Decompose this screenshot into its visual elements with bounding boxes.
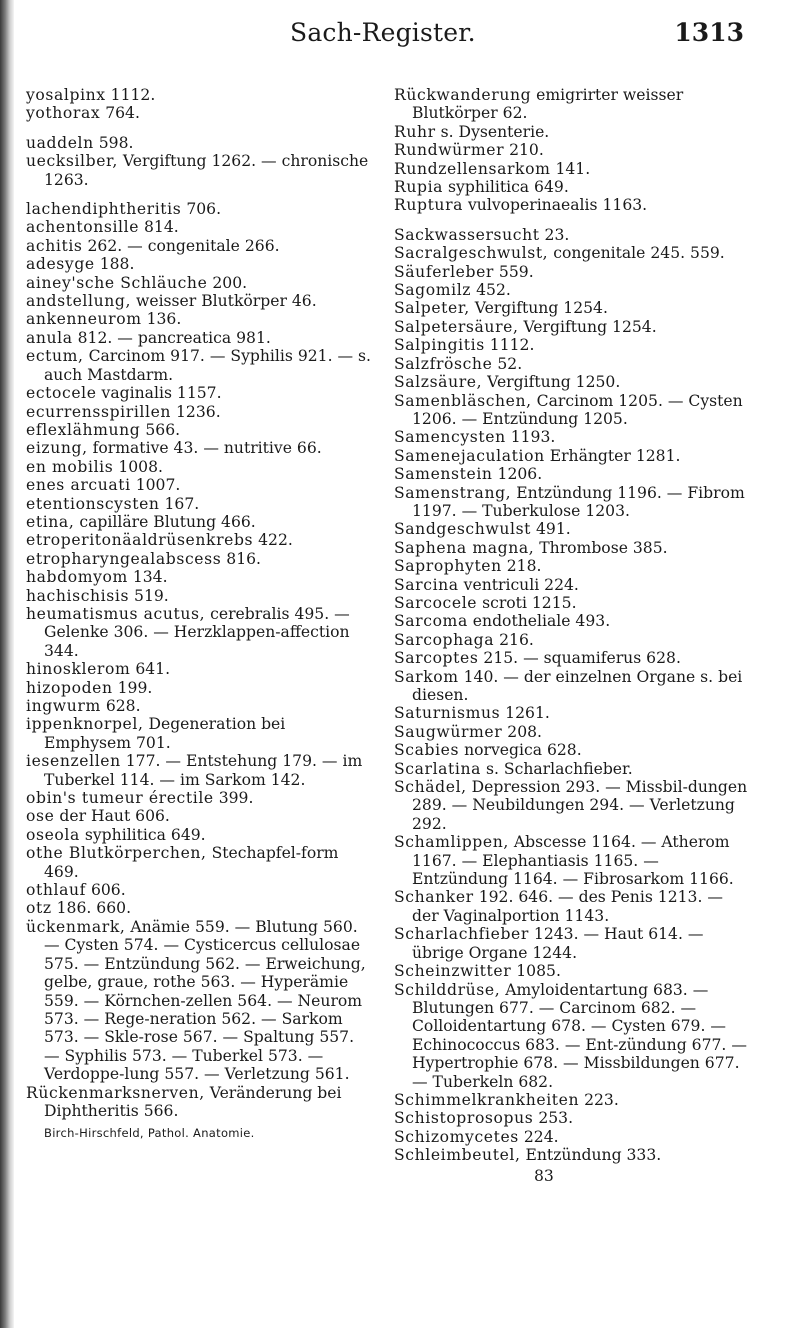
- index-entry: [26, 329, 372, 347]
- index-references: Amyloidentartung 683. — Blutungen 677. — Carcinom 682. — Colloidentartung 678. — Cysten 679. — Echinococcus 683. — Ent-zündung 677. — Hypertrophie 678. — Missbildungen 677. — Tuberkeln 682.: [412, 980, 747, 1091]
- index-term: Rückenmarksnerven,: [26, 1083, 205, 1102]
- index-entry: [394, 557, 750, 575]
- index-term: adesyge: [26, 255, 95, 274]
- index-references: syphilitica 649.: [443, 178, 569, 197]
- index-term: Schimmelkrankheiten: [394, 1090, 580, 1109]
- index-references: 422.: [253, 531, 293, 550]
- index-entry: [26, 899, 372, 917]
- index-entry: [394, 1146, 750, 1164]
- index-entry: [26, 403, 372, 421]
- index-references: 167.: [159, 494, 200, 513]
- index-references: Vergiftung 1254.: [469, 299, 608, 318]
- index-references: 134.: [127, 568, 168, 587]
- index-references: 199.: [112, 678, 153, 697]
- index-entry: [394, 318, 750, 336]
- index-term: ectum,: [26, 347, 84, 366]
- index-term: Schädel,: [394, 778, 467, 797]
- index-term: anula: [26, 328, 73, 347]
- index-entry: [394, 178, 750, 196]
- index-entry: [26, 679, 372, 697]
- index-term: Scarlatina: [394, 759, 482, 778]
- index-references: 216.: [494, 630, 534, 649]
- index-term: etentionscysten: [26, 494, 160, 513]
- index-references: 519.: [129, 586, 169, 605]
- index-term: Rundzellensarkom: [394, 159, 551, 178]
- index-term: andstellung,: [26, 292, 132, 311]
- index-references: 1261.: [500, 704, 550, 723]
- index-entry: [26, 807, 372, 825]
- index-references: syphilitica 649.: [79, 825, 206, 844]
- index-term: Saphena magna,: [394, 538, 535, 557]
- index-references: 1007.: [130, 476, 181, 495]
- index-references: 140. — der einzelnen Organe s. bei diesen.: [412, 667, 743, 704]
- index-entry: [26, 134, 372, 152]
- index-entry: [26, 531, 372, 549]
- index-entry: [394, 741, 750, 759]
- index-term: lachendiphtheritis: [26, 200, 182, 219]
- index-references: Anämie 559. — Blutung 560. — Cysten 574. — Cysticercus cellulosae 575. — Entzündung 562. — Erweichung, gelbe, graue, rothe 563. — Hyperämie 559. — Körnchen-zellen 564. — Neurom 573. — Rege-neration 562. — Sarkom 573. — Skle-rose 567. — Spaltung 557. — Syphilis 573. — Tuberkel 573. — Verdoppe-lung 557. — Verletzung 561.: [44, 917, 366, 1084]
- index-entry: [394, 612, 750, 630]
- index-entry: [26, 587, 372, 605]
- index-term: obin's tumeur érectile: [26, 789, 214, 808]
- index-entry: [26, 660, 372, 678]
- index-term: Sarcina: [394, 575, 459, 594]
- index-term: oseola: [26, 825, 80, 844]
- index-term: Samenstein: [394, 465, 493, 484]
- signature-mark: 83: [534, 1166, 554, 1185]
- index-references: 814.: [139, 218, 179, 237]
- index-references: Thrombose 385.: [534, 538, 668, 557]
- index-entry: [26, 697, 372, 715]
- index-entry: [394, 484, 750, 521]
- index-term: heumatismus acutus,: [26, 604, 206, 623]
- index-term: Ruptura: [394, 196, 464, 215]
- index-term: otz: [26, 899, 52, 918]
- index-entry: [394, 447, 750, 465]
- index-references: 598.: [93, 133, 134, 152]
- index-references: 706.: [181, 200, 222, 219]
- index-references: s. Scharlachfieber.: [481, 759, 633, 778]
- index-references: 188.: [94, 255, 135, 274]
- index-entry: [26, 495, 372, 513]
- index-term: othe Blutkörperchen,: [26, 844, 207, 863]
- index-term: Scheinzwitter: [394, 962, 512, 981]
- index-entry: [26, 476, 372, 494]
- index-entry: [26, 292, 372, 310]
- index-term: ankenneurom: [26, 310, 142, 329]
- index-entry: [26, 752, 372, 789]
- index-entry: [394, 704, 750, 722]
- index-references: capilläre Blutung 466.: [74, 512, 256, 531]
- index-references: 253.: [533, 1109, 574, 1128]
- index-references: congenitale 245. 559.: [548, 244, 725, 263]
- page-number: 1313: [674, 18, 744, 47]
- index-term: etropharyngealabscess: [26, 549, 222, 568]
- index-term: Scharlachfieber: [394, 925, 529, 944]
- index-term: Säuferleber: [394, 262, 494, 281]
- index-term: enes arcuati: [26, 476, 131, 495]
- index-references: 641.: [130, 660, 171, 679]
- index-entry: [26, 458, 372, 476]
- index-term: Schilddrüse,: [394, 980, 501, 999]
- index-term: eflexlähmung: [26, 420, 141, 439]
- index-entry: [394, 392, 750, 429]
- index-entry: [26, 1084, 372, 1121]
- index-term: Salzfrösche: [394, 354, 493, 373]
- index-term: etina,: [26, 512, 75, 531]
- index-references: 1236.: [171, 402, 221, 421]
- index-references: scroti 1215.: [477, 593, 577, 612]
- index-references: 1243. — Haut 614. — übrige Organe 1244.: [412, 925, 704, 962]
- index-references: 628.: [100, 697, 141, 715]
- index-term: yosalpinx: [26, 86, 106, 104]
- index-entry: [394, 833, 750, 888]
- index-term: etroperitonäaldrüsenkrebs: [26, 531, 254, 550]
- index-entry: [394, 594, 750, 612]
- index-term: Sandgeschwulst: [394, 520, 532, 539]
- index-references: Depression 293. — Missbil-dungen 289. — Neubildungen 294. — Verletzung 292.: [412, 778, 748, 833]
- index-references: 1112.: [105, 86, 156, 104]
- index-entry: [26, 274, 372, 292]
- index-term: ippenknorpel,: [26, 715, 144, 734]
- index-term: Saprophyten: [394, 557, 502, 576]
- index-references: 399.: [213, 789, 254, 808]
- index-entry: [394, 649, 750, 667]
- index-references: 812. — pancreatica 981.: [72, 328, 271, 347]
- index-references: 23.: [539, 225, 570, 244]
- index-term: Samenstrang,: [394, 483, 512, 502]
- index-references: Vergiftung 1250.: [482, 373, 621, 392]
- index-term: Rupia: [394, 178, 444, 197]
- index-entry: [394, 1109, 750, 1127]
- page-header: [0, 18, 800, 58]
- index-references: 1085.: [511, 962, 561, 981]
- index-term: achentonsille: [26, 218, 140, 237]
- index-entry: [26, 605, 372, 660]
- index-references: 566.: [140, 420, 181, 439]
- index-references: formative 43. — nutritive 66.: [87, 439, 322, 458]
- index-references: 210.: [504, 141, 544, 160]
- index-entry: [394, 428, 750, 446]
- index-references: endotheliale 493.: [467, 612, 611, 631]
- index-term: Samenbläschen,: [394, 391, 532, 410]
- index-references: 192. 646. — des Penis 1213. — der Vaginalportion 1143.: [412, 888, 723, 925]
- index-references: 208.: [502, 722, 543, 741]
- index-entry: [26, 310, 372, 328]
- index-term: uaddeln: [26, 133, 94, 152]
- index-term: ingwurm: [26, 697, 101, 715]
- index-entry: [26, 550, 372, 568]
- index-term: eizung,: [26, 439, 88, 458]
- index-entry: [394, 465, 750, 483]
- index-term: Saugwürmer: [394, 722, 503, 741]
- index-entry: [394, 888, 750, 925]
- index-term: yothorax: [26, 104, 101, 123]
- index-term: Sarcocele: [394, 593, 478, 612]
- index-term: ecurrensspirillen: [26, 402, 172, 421]
- index-references: Erhängter 1281.: [544, 446, 681, 465]
- running-title: Sach-Register.: [290, 18, 476, 47]
- index-references: 223.: [579, 1090, 619, 1109]
- index-entry: [394, 244, 750, 262]
- index-references: s. Dysenterie.: [435, 122, 550, 141]
- index-entry: [394, 86, 750, 123]
- index-references: 452.: [471, 281, 511, 300]
- index-references: Vergiftung 1254.: [518, 317, 657, 336]
- index-entry: [394, 141, 750, 159]
- index-references: Entzündung 1196. — Fibrom 1197. — Tuberkulose 1203.: [412, 483, 745, 520]
- index-entry: [394, 760, 750, 778]
- index-references: 215. — squamiferus 628.: [478, 649, 681, 668]
- index-term: Sackwassersucht: [394, 225, 540, 244]
- index-entry: [394, 925, 750, 962]
- index-entry: [26, 86, 372, 104]
- index-term: Schleimbeutel,: [394, 1146, 521, 1165]
- index-term: hizopoden: [26, 678, 113, 697]
- index-entry: [394, 962, 750, 980]
- index-entry: [394, 576, 750, 594]
- index-entry: [394, 196, 750, 214]
- index-references: weisser Blutkörper 46.: [131, 292, 317, 311]
- index-entry: [26, 421, 372, 439]
- index-term: Sarcoptes: [394, 649, 479, 668]
- index-references: 764.: [100, 104, 140, 123]
- index-references: Veränderung bei Diphtheritis 566.: [44, 1083, 342, 1120]
- index-entry: [394, 668, 750, 705]
- index-references: 136.: [141, 310, 182, 329]
- index-entry: [26, 255, 372, 273]
- index-references: Abscesse 1164. — Atherom 1167. — Elephantiasis 1165. — Entzündung 1164. — Fibrosarkom 1166.: [412, 833, 734, 889]
- index-references: 606.: [86, 881, 126, 900]
- index-references: 52.: [492, 354, 523, 373]
- index-entry: [394, 1091, 750, 1109]
- index-references: 262. — congenitale 266.: [82, 236, 280, 255]
- index-entry: [394, 373, 750, 391]
- index-references: 816.: [221, 549, 261, 568]
- index-references: 224.: [518, 1127, 559, 1146]
- index-term: Salpingitis: [394, 336, 485, 355]
- index-references: 1008.: [113, 457, 163, 476]
- index-term: ectocele: [26, 384, 97, 403]
- index-entry: [26, 347, 372, 384]
- index-references: 559.: [493, 262, 534, 281]
- index-term: en mobilis: [26, 457, 114, 476]
- index-entry: [26, 844, 372, 881]
- index-references: 218.: [501, 557, 542, 576]
- index-term: Samenejaculation: [394, 446, 545, 465]
- index-term: habdomyom: [26, 568, 128, 587]
- index-term: Sacralgeschwulst,: [394, 244, 549, 263]
- index-references: cerebralis 495. — Gelenke 306. — Herzklappen-affection 344.: [44, 604, 350, 660]
- index-column-right: [394, 86, 750, 1185]
- index-term: Schizomycetes: [394, 1127, 519, 1146]
- index-entry: [394, 631, 750, 649]
- index-references: vaginalis 1157.: [96, 384, 222, 403]
- index-references: 1112.: [484, 336, 535, 355]
- index-entry: [394, 1128, 750, 1146]
- index-entry: [394, 281, 750, 299]
- index-term: Sarcophaga: [394, 630, 495, 649]
- index-references: 177. — Entstehung 179. — im Tuberkel 114. — im Sarkom 142.: [44, 752, 363, 789]
- index-term: achitis: [26, 236, 83, 255]
- index-term: Schanker: [394, 888, 474, 907]
- index-term: uecksilber,: [26, 152, 118, 171]
- index-references: 491.: [531, 520, 571, 539]
- index-references: emigrirter weisser Blutkörper 62.: [412, 86, 684, 123]
- index-entry: [394, 226, 750, 244]
- index-entry: [26, 568, 372, 586]
- index-term: Saturnismus: [394, 704, 501, 723]
- index-entry: [26, 152, 372, 189]
- index-references: Degeneration bei Emphysem 701.: [44, 715, 286, 752]
- index-references: ventriculi 224.: [458, 575, 579, 594]
- index-entry: [26, 918, 372, 1084]
- index-entry: [394, 981, 750, 1091]
- index-term: Sarcoma: [394, 612, 468, 631]
- index-entry: [26, 826, 372, 844]
- index-references: 1206.: [492, 465, 543, 484]
- index-term: ose: [26, 807, 55, 826]
- index-references: 186. 660.: [51, 899, 132, 918]
- index-term: othlauf: [26, 881, 86, 900]
- index-column-left: [26, 86, 372, 1143]
- index-entry: [394, 723, 750, 741]
- index-term: iesenzellen: [26, 752, 121, 771]
- index-entry: [394, 520, 750, 538]
- index-term: Salzsäure,: [394, 373, 483, 392]
- index-term: Samencysten: [394, 428, 506, 447]
- index-references: 200.: [207, 273, 248, 292]
- index-references: der Haut 606.: [54, 807, 170, 826]
- index-entry: [394, 123, 750, 141]
- index-references: Stechapfel-form 469.: [44, 844, 339, 881]
- index-entry: [26, 384, 372, 402]
- index-references: Carcinom 1205. — Cysten 1206. — Entzündung 1205.: [412, 391, 743, 428]
- index-term: Schamlippen,: [394, 833, 509, 852]
- index-entry: [26, 439, 372, 457]
- index-term: ainey'sche Schläuche: [26, 273, 208, 292]
- index-term: Salpetersäure,: [394, 317, 519, 336]
- index-entry: [26, 200, 372, 218]
- index-references: 1193.: [505, 428, 556, 447]
- index-references: vulvoperinaealis 1163.: [463, 196, 648, 215]
- index-entry: [394, 778, 750, 833]
- index-references: Carcinom 917. — Syphilis 921. — s. auch Mastdarm.: [44, 347, 372, 384]
- index-entry: [26, 237, 372, 255]
- binding-gutter: [0, 0, 14, 1328]
- index-entry: [394, 336, 750, 354]
- index-entry: [26, 789, 372, 807]
- index-references: 141.: [550, 159, 591, 178]
- index-entry: [26, 881, 372, 899]
- index-term: Sarkom: [394, 667, 459, 686]
- index-term: Rundwürmer: [394, 141, 505, 160]
- index-entry: [26, 513, 372, 531]
- index-entry: [394, 539, 750, 557]
- page-footer: Birch-Hirschfeld, Pathol. Anatomie.: [44, 1126, 255, 1141]
- index-entry: [26, 715, 372, 752]
- index-references: Entzündung 333.: [520, 1146, 662, 1165]
- index-references: Vergiftung 1262. — chronische 1263.: [44, 152, 369, 189]
- index-term: Rückwanderung: [394, 86, 532, 104]
- index-entry: [394, 263, 750, 281]
- index-entry: [394, 299, 750, 317]
- index-entry: [394, 160, 750, 178]
- index-term: Sagomilz: [394, 281, 472, 300]
- index-term: Scabies: [394, 741, 460, 760]
- index-entry: [26, 104, 372, 122]
- index-term: Salpeter,: [394, 299, 470, 318]
- index-term: ückenmark,: [26, 917, 126, 936]
- index-term: Ruhr: [394, 122, 436, 141]
- index-entry: [26, 218, 372, 236]
- index-entry: [394, 355, 750, 373]
- index-term: hachischisis: [26, 586, 130, 605]
- index-references: norvegica 628.: [459, 741, 582, 760]
- index-term: Schistoprosopus: [394, 1109, 534, 1128]
- index-term: hinosklerom: [26, 660, 131, 679]
